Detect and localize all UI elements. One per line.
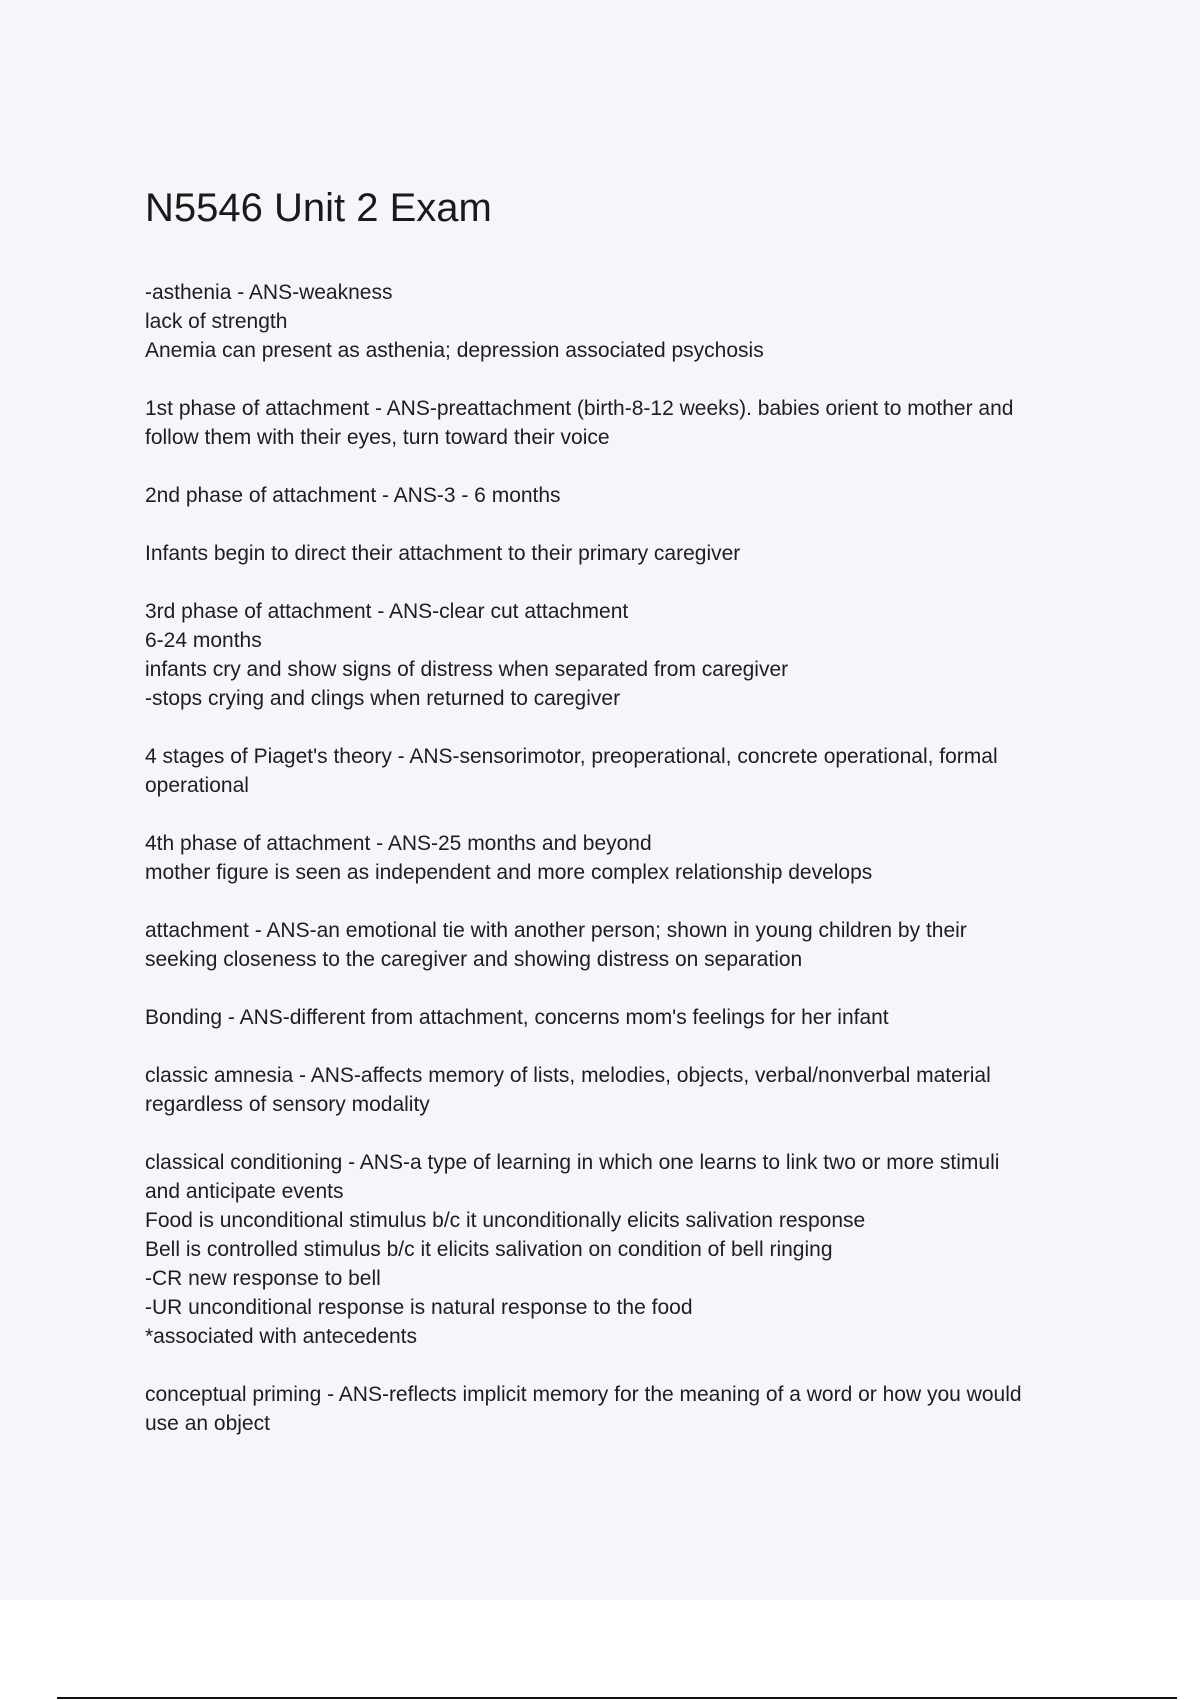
entry-4th-phase-attachment: [145, 829, 1085, 887]
entry-line: 4 stages of Piaget's theory - ANS-sensorimotor, preoperational, concrete operational, formal: [145, 745, 998, 768]
entry-line: mother figure is seen as independent and more complex relationship develops: [145, 861, 873, 884]
entry-line: -UR unconditional response is natural response to the food: [145, 1296, 693, 1319]
entry-line: seeking closeness to the caregiver and showing distress on separation: [145, 948, 803, 971]
entry-classic-amnesia: [145, 1061, 1085, 1119]
entry-line: Anemia can present as asthenia; depression associated psychosis: [145, 339, 764, 362]
entry-line: lack of strength: [145, 310, 288, 333]
entry-line: Bell is controlled stimulus b/c it elicits salivation on condition of bell ringing: [145, 1238, 833, 1261]
entry-infants-direct-attachment: [145, 539, 1085, 568]
entry-line: use an object: [145, 1412, 270, 1435]
entry-line: regardless of sensory modality: [145, 1093, 430, 1116]
entry-line: -stops crying and clings when returned to caregiver: [145, 687, 621, 710]
entry-bonding: [145, 1003, 1085, 1032]
flashcard-list: [145, 278, 1085, 1467]
entry-line: 3rd phase of attachment - ANS-clear cut attachment: [145, 600, 629, 623]
entry-asthenia: [145, 278, 1085, 365]
entry-line: and anticipate events: [145, 1180, 344, 1203]
document-title: N5546 Unit 2 Exam: [145, 186, 492, 230]
entry-line: follow them with their eyes, turn toward their voice: [145, 426, 610, 449]
entry-line: 1st phase of attachment - ANS-preattachment (birth-8-12 weeks). babies orient to mother and: [145, 397, 1014, 420]
entry-1st-phase-attachment: [145, 394, 1085, 452]
entry-2nd-phase-attachment: [145, 481, 1085, 510]
entry-3rd-phase-attachment: [145, 597, 1085, 713]
entry-line: 6-24 months: [145, 629, 262, 652]
footer-divider: [57, 1697, 1177, 1699]
entry-line: attachment - ANS-an emotional tie with another person; shown in young children by their: [145, 919, 967, 942]
entry-line: Infants begin to direct their attachment to their primary caregiver: [145, 542, 741, 565]
entry-line: infants cry and show signs of distress when separated from caregiver: [145, 658, 789, 681]
entry-line: conceptual priming - ANS-reflects implicit memory for the meaning of a word or how you would: [145, 1383, 1022, 1406]
entry-line: Bonding - ANS-different from attachment, concerns mom's feelings for her infant: [145, 1006, 889, 1029]
entry-classical-conditioning: [145, 1148, 1085, 1351]
entry-line: -asthenia - ANS-weakness: [145, 281, 393, 304]
entry-line: -CR new response to bell: [145, 1267, 381, 1290]
entry-attachment: [145, 916, 1085, 974]
entry-conceptual-priming: [145, 1380, 1085, 1438]
entry-line: classical conditioning - ANS-a type of learning in which one learns to link two or more stimuli: [145, 1151, 1000, 1174]
entry-line: 4th phase of attachment - ANS-25 months and beyond: [145, 832, 652, 855]
entry-line: 2nd phase of attachment - ANS-3 - 6 months: [145, 484, 561, 507]
entry-piaget-stages: [145, 742, 1085, 800]
entry-line: operational: [145, 774, 249, 797]
entry-line: *associated with antecedents: [145, 1325, 418, 1348]
entry-line: classic amnesia - ANS-affects memory of lists, melodies, objects, verbal/nonverbal material: [145, 1064, 991, 1087]
entry-line: Food is unconditional stimulus b/c it unconditionally elicits salivation response: [145, 1209, 866, 1232]
